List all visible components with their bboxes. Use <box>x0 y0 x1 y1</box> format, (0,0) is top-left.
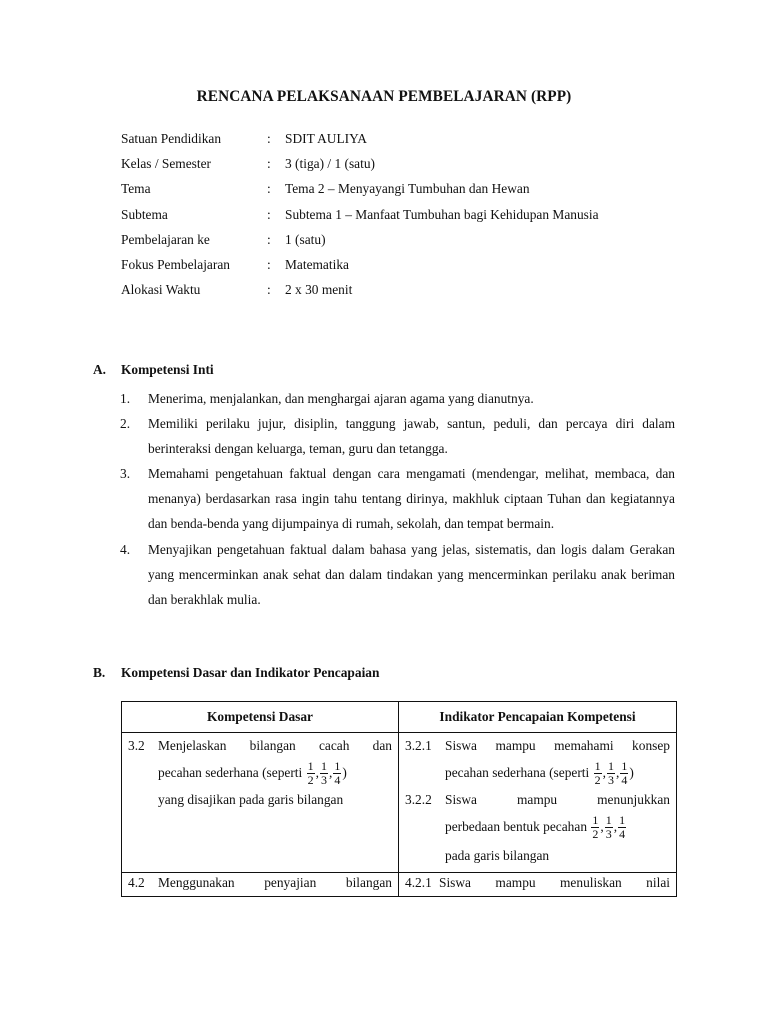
table-row <box>122 873 677 897</box>
kd-code: 4.2 <box>128 875 145 890</box>
identity-row-time <box>121 277 646 302</box>
identity-value: 3 (tiga) / 1 (satu) <box>285 156 375 172</box>
list-item-text: Menerima, menjalankan, dan menghargai ajaran agama yang dianutnya. <box>148 391 534 406</box>
identity-value: 1 (satu) <box>285 231 326 247</box>
identity-value: Matematika <box>285 257 349 273</box>
identity-row-lesson <box>121 227 646 252</box>
identity-row-class <box>121 151 646 176</box>
identity-colon: : <box>267 257 271 273</box>
identity-value: Tema 2 – Menyayangi Tumbuhan dan Hewan <box>285 181 530 197</box>
indicator-code: 4.2.1 <box>405 875 432 890</box>
section-a-title: Kompetensi Inti <box>121 362 214 377</box>
list-item <box>120 386 675 411</box>
identity-label: Subtema <box>121 206 168 222</box>
indicator-line: pada garis bilangan <box>445 848 550 863</box>
section-b-title: Kompetensi Dasar dan Indikator Pencapaian <box>121 665 380 680</box>
section-b-letter: B. <box>93 665 106 680</box>
column-header-indicator: Indikator Pencapaian Kompetensi <box>399 702 677 733</box>
fraction-quarter: $\frac{1}{4}$ <box>621 759 628 788</box>
identity-label: Alokasi Waktu <box>121 282 201 298</box>
list-item-number: 4. <box>120 541 131 557</box>
kd-line: yang disajikan pada garis bilangan <box>158 792 344 807</box>
identity-label: Pembelajaran ke <box>121 231 210 247</box>
indicator-item <box>405 736 670 790</box>
identity-row-school <box>121 126 646 151</box>
section-a-heading <box>93 362 214 378</box>
fraction-quarter: $\frac{1}{4}$ <box>619 813 626 842</box>
table-cell-kd <box>122 733 399 873</box>
identity-label: Fokus Pembelajaran <box>121 257 230 273</box>
identity-label: Satuan Pendidikan <box>121 131 222 146</box>
identity-label: Tema <box>121 181 151 197</box>
indicator-line: Siswa mampu memahami konsep <box>445 738 670 753</box>
kd-code: 3.2 <box>128 738 145 753</box>
table-cell-kd <box>122 873 399 897</box>
list-item-text: Memahami pengetahuan faktual dengan cara mengamati (mendengar, melihat, membaca, dan menanya) berdasarkan rasa ingin tahu tentang dirinya, makhluk ciptaan Tuhan dan kegiatannya dan benda-benda yang dijumpainya di rumah, sekolah, dan tempat bermain. <box>148 466 675 532</box>
indicator-code: 3.2.2 <box>405 792 432 807</box>
fraction-third: $\frac{1}{3}$ <box>607 759 614 788</box>
fraction-quarter: $\frac{1}{4}$ <box>334 759 341 788</box>
list-item-text: Menyajikan pengetahuan faktual dalam bahasa yang jelas, sistematis, dan logis dalam Gerakan yang mencerminkan anak sehat dan dalam tindakan yang mencerminkan perilaku anak beriman dan berakhlak mulia. <box>148 541 675 607</box>
table-row <box>122 733 677 873</box>
list-item <box>120 537 675 612</box>
fraction-third: $\frac{1}{3}$ <box>605 813 612 842</box>
identity-value: Subtema 1 – Manfaat Tumbuhan bagi Kehidupan Manusia <box>285 206 599 222</box>
fraction-third: $\frac{1}{3}$ <box>320 759 327 788</box>
identity-colon: : <box>267 156 271 172</box>
list-item-number: 3. <box>120 466 131 482</box>
identity-colon: : <box>267 282 271 298</box>
column-header-basic-competency: Kompetensi Dasar <box>122 702 399 733</box>
identity-value: SDIT AULIYA <box>285 131 367 146</box>
table-header-row <box>122 702 677 733</box>
document-title: RENCANA PELAKSANAAN PEMBELAJARAN (RPP) <box>196 88 572 105</box>
identity-colon: : <box>267 131 271 146</box>
section-b-heading <box>93 665 379 681</box>
kd-line: Menggunakan penyajian bilangan <box>158 875 392 890</box>
core-competency-list <box>120 386 675 612</box>
identity-table <box>121 126 646 302</box>
identity-row-subtheme <box>121 202 646 227</box>
fraction-half: $\frac{1}{2}$ <box>307 759 314 788</box>
identity-colon: : <box>267 181 271 197</box>
fraction-half: $\frac{1}{2}$ <box>592 813 599 842</box>
identity-row-theme <box>121 176 646 201</box>
kd-line: Menjelaskan bilangan cacah dan <box>158 738 392 753</box>
list-item-number: 1. <box>120 391 131 406</box>
section-a-letter: A. <box>93 362 107 377</box>
identity-colon: : <box>267 231 271 247</box>
table-cell-indicator <box>399 873 677 897</box>
list-item <box>120 461 675 536</box>
list-item-number: 2. <box>120 416 131 432</box>
kd-line-text: pecahan sederhana (seperti <box>158 765 306 780</box>
identity-colon: : <box>267 206 271 222</box>
identity-value: 2 x 30 menit <box>285 282 353 298</box>
indicator-line: Siswa mampu menunjukkan <box>445 792 670 807</box>
list-item <box>120 411 675 461</box>
competency-table <box>121 701 677 897</box>
indicator-item <box>405 790 670 868</box>
indicator-line: Siswa mampu menuliskan nilai <box>439 875 670 890</box>
indicator-code: 3.2.1 <box>405 738 432 753</box>
indicator-line: pecahan sederhana (seperti $\frac{1}{2}$ , $\frac{1}{3}$ , $\frac{1}{4}$ ) <box>445 759 634 788</box>
identity-row-focus <box>121 252 646 277</box>
table-cell-indicator <box>399 733 677 873</box>
identity-label: Kelas / Semester <box>121 156 211 172</box>
fraction-half: $\frac{1}{2}$ <box>594 759 601 788</box>
list-item-text: Memiliki perilaku jujur, disiplin, tanggung jawab, santun, peduli, dan percaya diri dalam berinteraksi dengan keluarga, teman, guru dan tetangga. <box>148 416 675 457</box>
indicator-line: perbedaan bentuk pecahan $\frac{1}{2}$ , $\frac{1}{3}$ , $\frac{1}{4}$ <box>445 813 626 842</box>
kd-line: pecahan sederhana (seperti $\frac{1}{2}$ , $\frac{1}{3}$ , $\frac{1}{4}$ ) <box>158 759 347 788</box>
